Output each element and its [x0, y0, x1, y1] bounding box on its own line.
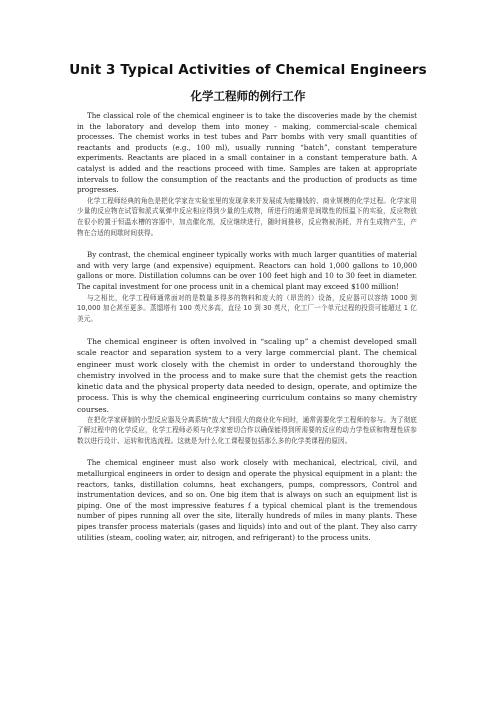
body-text — [77, 111, 417, 543]
paragraph-zh-3: 在把化学家研制的小型反应器及分离系统“放大”到很大的商业化车间时，通常需要化学工程师的参与。为了彻底了解过程中的化学反应，化学工程师必须与化学家密切合作以确保能得到所需要的反应的动力学性质和物理性质参数以进行设计、运转和优选流程。这就是为什么化工课程要包括那么多的化学类课程的原因。 — [77, 415, 417, 445]
paragraph-en-3: The chemical engineer is often involved in “scaling up” a chemist developed small scale reactor and separation system to a very large commercial plant. The chemical engineer must work closely with the chemist in order to understand thoroughly the chemistry involved in the process and to make sure that the chemist gets the reaction kinetic data and the physical property data needed to design, operate, and optimize the process. This is why the chemical engineering curriculum contains so many chemistry courses. — [77, 337, 417, 414]
paragraph-en-4: The chemical engineer must also work closely with mechanical, electrical, civil, and metallurgical engineers in order to design and operate the physical equipment in a plant: the reactors, tanks, distillation columns, heat exchangers, pumps, compressors, Control and instrumentation devices, and so on. One big item that is always on such an equipment list is piping. One of the most impressive features f a typical chemical plant is the tremendous number of pipes running all over the site, literally hundreds of miles in many plants. These pipes transfer process materials (gases and liquids) into and out of the plant. They also carry utilities (steam, cooling water, air, nitrogen, and refrigerant) to the process units. — [77, 458, 417, 542]
page-subtitle: 化学工程师的例行工作 — [190, 89, 306, 103]
paragraph-en-2: By contrast, the chemical engineer typically works with much larger quantities of material and with very large (and expensive) equipment. Reactors can hold 1,000 gallons to 10,000 gallons or more. Distillation columns can be over 100 feet high and 10 to 30 feet in diameter. The capital investment for one process unit in a chemical plant may exceed $100 million! — [77, 250, 417, 291]
paragraph-zh-2: 与之相比，化学工程师通常面对的是数量多得多的物料和庞大的（昂贵的）设备，反应器可以容纳 1000 到 10,000 加仑甚至更多。蒸馏塔有 100 英尺多高，直径 10 到 30 英尺，化工厂一个单元过程的投资可能超过 1 亿美元。 — [77, 293, 417, 323]
page-title: Unit 3 Typical Activities of Chemical Engineers — [69, 62, 427, 78]
paragraph-zh-1: 化学工程师经典的角色是把化学家在实验室里的发现拿来并发展成为能赚钱的、商业规模的化学过程。化学家用少量的反应物在试管和派式氧弹中反应相应得到少量的生成物，所进行的通常是间歇性的恒温下的实验，反应物放在很小的置于恒温水槽的容器中，加点催化剂，反应继续进行，随时间推移，反应物被消耗，并有生成物产生，产物在合适的间歇时间获得。 — [77, 196, 417, 237]
paragraph-en-1: The classical role of the chemical engineer is to take the discoveries made by the chemist in the laboratory and develop them into money - making, commercial-scale chemical processes. The chemist works in test tubes and Parr bombs with very small quantities of reactants and products (e.g., 100 ml), usually running “batch”, constant temperature experiments. Reactants are placed in a small container in a constant temperature bath. A catalyst is added and the reactions proceed with time. Samples are taken at appropriate intervals to follow the consumption of the reactants and the production of products as time progresses. — [77, 111, 417, 195]
